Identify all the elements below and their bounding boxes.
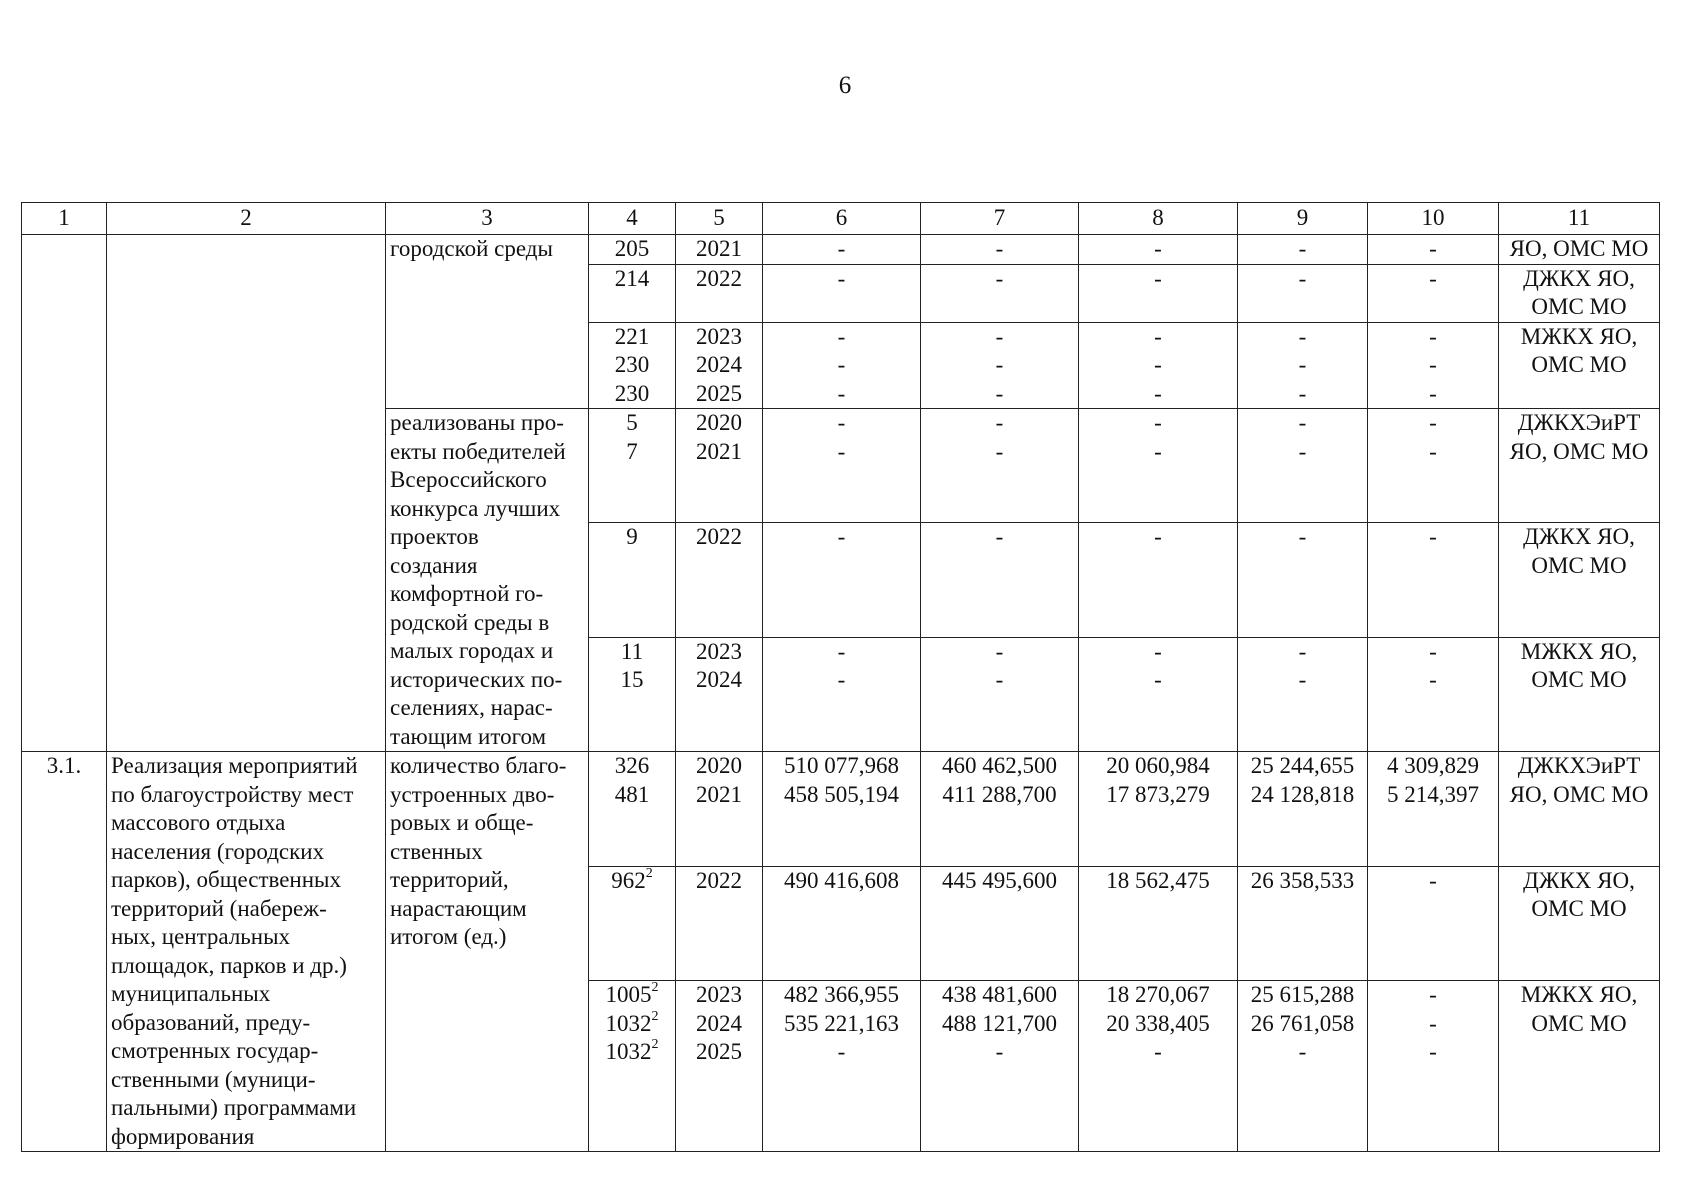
funding-other-cell [1368, 264, 1499, 322]
funding-regional-cell-line: - [1154, 1039, 1162, 1065]
funding-regional-cell [1079, 523, 1238, 637]
measure-cell-line: смотренных государ- [111, 1038, 319, 1063]
year-cell-line: 2023 [696, 323, 742, 349]
funding-other-cell [1368, 981, 1499, 1152]
funding-federal-cell [921, 409, 1079, 523]
executor-cell-line: ОМС МО [1531, 552, 1627, 578]
indicator-cell-line: тающим итогом [390, 723, 547, 749]
year-cell-line: 2025 [696, 1039, 742, 1065]
year-cell [676, 981, 763, 1152]
header-cell: 5 [676, 203, 763, 235]
executor-cell-line: МЖКХ ЯО, [1520, 323, 1638, 349]
funding-regional-cell-line: - [1154, 667, 1162, 693]
executor-cell [1499, 637, 1660, 751]
funding-federal-cell [921, 322, 1079, 409]
executor-cell-line: ОМС МО [1531, 896, 1627, 922]
header-cell: 7 [921, 203, 1079, 235]
executor-cell-line: ДЖКХЭиРТ [1517, 410, 1641, 435]
target-value-cell-line: 1032$^2$ [605, 1037, 659, 1065]
funding-federal-cell-line: - [995, 352, 1004, 377]
funding-federal-cell-line: - [995, 1039, 1004, 1065]
funding-other-cell [1368, 523, 1499, 637]
funding-regional-cell-line: - [1154, 352, 1162, 377]
funding-regional-cell [1079, 264, 1238, 322]
year-cell [676, 637, 763, 751]
funding-federal-cell [921, 235, 1079, 265]
funding-federal-cell-line: - [995, 323, 1004, 349]
indicator-cell-line: ственных [390, 838, 483, 864]
funding-federal-cell-line: 438 481,600 [942, 982, 1057, 1008]
funding-local-cell-line: - [1298, 236, 1307, 261]
funding-regional-cell-line: - [1154, 410, 1162, 435]
funding-local-cell-line: 24 128,818 [1250, 781, 1355, 807]
indicator-cell [386, 235, 589, 409]
year-cell-line: 2022 [696, 265, 742, 291]
executor-cell-line: ОМС МО [1531, 667, 1627, 693]
funding-regional-cell-line: - [1154, 638, 1162, 664]
target-value-cell-line: 11 [620, 638, 644, 664]
measure-cell-line: парков), общественных [111, 867, 341, 892]
funding-regional-cell [1079, 637, 1238, 751]
indicator-cell-line: комфортной го- [390, 581, 544, 606]
funding-local-cell-line: - [1298, 410, 1307, 435]
executor-cell [1499, 752, 1660, 867]
funding-federal-cell-line: 445 495,600 [942, 867, 1057, 893]
funding-regional-cell-line: 18 562,475 [1106, 867, 1210, 893]
executor-cell-line: ДЖКХЭиРТ [1517, 753, 1641, 778]
funding-total-cell-line: - [837, 410, 846, 435]
target-value-cell [589, 637, 676, 751]
year-cell-line: 2023 [696, 638, 742, 664]
target-value-cell-line: 1005$^2$ [605, 980, 659, 1008]
measure-cell-line: населения (городских [111, 838, 325, 864]
funding-total-cell [763, 409, 921, 523]
executor-cell [1499, 264, 1660, 322]
funding-regional-cell [1079, 866, 1238, 981]
target-value-cell [589, 235, 676, 265]
measure-cell-line: образований, преду- [111, 1009, 311, 1035]
funding-local-cell-line: - [1298, 352, 1307, 377]
funding-other-cell-line: - [1429, 667, 1437, 693]
funding-other-cell-line: 4 309,829 [1387, 753, 1479, 778]
header-cell: 8 [1079, 203, 1238, 235]
funding-other-cell-line: - [1429, 265, 1437, 291]
funding-federal-cell-line: - [995, 638, 1004, 664]
page-number: 6 [838, 72, 852, 99]
funding-federal-cell [921, 866, 1079, 981]
funding-federal-cell-line: 460 462,500 [942, 753, 1057, 778]
header-cell: 9 [1238, 203, 1368, 235]
header-row [22, 203, 1660, 235]
year-cell [676, 322, 763, 409]
executor-cell [1499, 235, 1660, 265]
executor-cell-line: ЯО, ОМС МО [1509, 781, 1649, 807]
funding-other-cell [1368, 752, 1499, 867]
funding-total-cell-line: - [837, 524, 846, 550]
funding-total-cell-line: - [837, 265, 846, 291]
funding-regional-cell-line: - [1154, 323, 1162, 349]
funding-federal-cell-line: - [995, 667, 1004, 693]
measure-cell-line: ных, центральных [111, 924, 291, 949]
funding-other-cell-line: - [1429, 524, 1437, 550]
funding-federal-cell [921, 264, 1079, 322]
indicator-cell-line: Всероссийского [390, 467, 547, 492]
funding-local-cell-line: - [1298, 1039, 1307, 1065]
funding-total-cell-line: - [837, 380, 846, 406]
funding-total-cell-line: 510 077,968 [784, 753, 899, 778]
executor-cell [1499, 866, 1660, 981]
indicator-cell [386, 409, 589, 752]
header-cell: 3 [386, 203, 589, 235]
executor-cell-line: ОМС МО [1531, 294, 1627, 319]
funding-regional-cell [1079, 235, 1238, 265]
executor-cell-line: ДЖКХ ЯО, [1523, 265, 1635, 291]
funding-federal-cell-line: - [995, 524, 1004, 550]
header-cell: 1 [22, 203, 107, 235]
funding-local-cell [1238, 264, 1368, 322]
funding-local-cell [1238, 981, 1368, 1152]
funding-local-cell [1238, 235, 1368, 265]
target-value-cell [589, 409, 676, 523]
indicator-cell-line: малых городах и [390, 638, 554, 663]
target-value-cell-line: 230 [614, 380, 650, 406]
year-cell [676, 235, 763, 265]
year-cell-line: 2020 [696, 410, 742, 435]
funding-other-cell-line: 5 214,397 [1387, 781, 1479, 807]
indicator-cell-line: екты победителей [390, 438, 566, 464]
funding-regional-cell-line: - [1154, 524, 1162, 550]
funding-federal-cell-line: - [995, 438, 1004, 464]
funding-other-cell-line: - [1429, 867, 1437, 893]
funding-regional-cell-line: - [1154, 438, 1162, 464]
header-cell: 4 [589, 203, 676, 235]
target-value-cell [589, 523, 676, 637]
funding-other-cell-line: - [1429, 323, 1437, 349]
header-cell: 2 [107, 203, 386, 235]
number-cell [22, 235, 107, 752]
executor-cell-line: ДЖКХ ЯО, [1523, 524, 1635, 550]
funding-local-cell-line: - [1298, 638, 1307, 664]
funding-local-cell-line: 25 615,288 [1250, 982, 1355, 1008]
funding-regional-cell-line: 20 338,405 [1106, 1010, 1210, 1036]
funding-federal-cell [921, 637, 1079, 751]
executor-cell-line: МЖКХ ЯО, [1520, 982, 1638, 1008]
measure-cell [107, 235, 386, 752]
year-cell-line: 2024 [696, 1010, 742, 1036]
funding-federal-cell-line: - [995, 380, 1004, 406]
year-cell-line: 2024 [696, 352, 742, 377]
funding-local-cell-line: - [1298, 380, 1307, 406]
year-cell-line: 2020 [696, 753, 742, 778]
executor-cell-line: ОМС МО [1531, 352, 1627, 377]
funding-regional-cell [1079, 752, 1238, 867]
funding-federal-cell-line: - [995, 236, 1004, 261]
funding-federal-cell-line: - [995, 410, 1004, 435]
target-value-cell [589, 322, 676, 409]
funding-total-cell-line: - [837, 667, 846, 693]
year-cell-line: 2021 [696, 438, 742, 464]
year-cell-line: 2025 [696, 380, 742, 406]
target-value-cell-line: 5 [626, 410, 638, 435]
target-value-cell-line: 221 [614, 323, 650, 349]
target-value-cell [589, 866, 676, 981]
target-value-cell-line: 326 [614, 753, 650, 778]
funding-total-cell-line: 490 416,608 [784, 867, 899, 893]
indicator-cell-line: селениях, нарас- [390, 695, 553, 720]
funding-regional-cell-line: 20 060,984 [1106, 753, 1210, 778]
funding-federal-cell-line: 488 121,700 [942, 1010, 1057, 1036]
funding-total-cell-line: - [837, 236, 846, 261]
funding-local-cell [1238, 523, 1368, 637]
year-cell-line: 2022 [696, 524, 742, 550]
year-cell [676, 264, 763, 322]
measure-cell-line: площадок, парков и др.) [111, 952, 347, 978]
funding-other-cell [1368, 409, 1499, 523]
measure-cell-line: территорий (набереж- [111, 895, 327, 921]
funding-regional-cell-line: - [1154, 265, 1162, 291]
funding-local-cell [1238, 637, 1368, 751]
funding-federal-cell [921, 752, 1079, 867]
executor-cell-line: МЖКХ ЯО, [1520, 638, 1638, 664]
funding-other-cell-line: - [1429, 982, 1437, 1008]
target-value-cell [589, 752, 676, 867]
indicator-cell-line: количество благо- [390, 753, 567, 778]
funding-other-cell [1368, 322, 1499, 409]
year-cell-line: 2024 [696, 667, 742, 693]
table-row [22, 235, 1660, 265]
funding-total-cell [763, 637, 921, 751]
funding-local-cell-line: - [1298, 524, 1307, 550]
funding-regional-cell [1079, 322, 1238, 409]
funding-total-cell [763, 264, 921, 322]
funding-regional-cell [1079, 409, 1238, 523]
funding-total-cell [763, 322, 921, 409]
funding-other-cell-line: - [1429, 410, 1437, 435]
funding-other-cell-line: - [1429, 638, 1437, 664]
measure-cell-line: по благоустройству мест [111, 781, 354, 807]
funding-local-cell-line: 25 244,655 [1250, 753, 1355, 778]
funding-regional-cell-line: - [1154, 380, 1162, 406]
target-value-cell-line: 7 [626, 438, 638, 464]
indicator-cell [386, 752, 589, 1152]
header-cell: 6 [763, 203, 921, 235]
year-cell-line: 2022 [696, 867, 742, 893]
target-value-cell [589, 981, 676, 1152]
funding-local-cell-line: 26 358,533 [1250, 867, 1355, 893]
year-cell-line: 2023 [696, 982, 742, 1008]
indicator-cell-line: конкурса лучших [390, 495, 561, 521]
target-value-cell-line: 205 [614, 236, 650, 261]
target-value-cell-line: 1032$^2$ [605, 1008, 659, 1036]
executor-cell-line: ЯО, ОМС МО [1509, 438, 1649, 464]
funding-local-cell-line: - [1298, 438, 1307, 464]
funding-other-cell-line: - [1429, 1010, 1437, 1036]
funding-total-cell-line: - [837, 638, 846, 664]
funding-regional-cell-line: 18 270,067 [1106, 982, 1210, 1008]
funding-total-cell [763, 235, 921, 265]
header-cell: 11 [1499, 203, 1660, 235]
executor-cell [1499, 322, 1660, 409]
funding-regional-cell [1079, 981, 1238, 1152]
funding-local-cell [1238, 752, 1368, 867]
funding-federal-cell-line: 411 288,700 [942, 781, 1057, 807]
target-value-cell [589, 264, 676, 322]
measure-cell-line: муниципальных [111, 981, 271, 1006]
funding-federal-cell-line: - [995, 265, 1004, 291]
funding-total-cell [763, 981, 921, 1152]
funding-regional-cell-line: 17 873,279 [1106, 781, 1210, 807]
funding-other-cell-line: - [1429, 352, 1437, 377]
target-value-cell-line: $962^2$ [611, 865, 653, 893]
measure-cell-line: Реализация мероприятий [111, 753, 358, 778]
year-cell [676, 523, 763, 637]
funding-local-cell [1238, 322, 1368, 409]
year-cell [676, 752, 763, 867]
executor-cell-line: ОМС МО [1531, 1010, 1627, 1036]
measure-cell-line: ственными (муници- [111, 1066, 316, 1092]
funding-other-cell [1368, 637, 1499, 751]
funding-total-cell [763, 866, 921, 981]
measure-cell-line: массового отдыха [111, 810, 286, 835]
funding-regional-cell-line: - [1154, 236, 1162, 261]
executor-cell [1499, 523, 1660, 637]
indicator-cell-line: реализованы про- [390, 410, 564, 435]
table-row [22, 752, 1660, 867]
funding-federal-cell [921, 523, 1079, 637]
executor-cell [1499, 409, 1660, 523]
executor-cell [1499, 981, 1660, 1152]
program-table [21, 202, 1660, 1152]
funding-total-cell-line: - [837, 323, 846, 349]
number-cell [22, 752, 107, 1152]
funding-total-cell-line: - [837, 1039, 846, 1065]
year-cell [676, 866, 763, 981]
funding-other-cell-line: - [1429, 236, 1437, 261]
target-value-cell-line: 9 [626, 524, 638, 550]
indicator-cell-line: нарастающим [390, 895, 527, 921]
indicator-cell-line: создания [390, 552, 478, 578]
funding-other-cell-line: - [1429, 438, 1437, 464]
target-value-cell-line: 214 [614, 265, 650, 291]
number-cell-line: 3.1. [46, 753, 82, 778]
indicator-cell-line: исторических по- [390, 666, 563, 692]
funding-other-cell [1368, 866, 1499, 981]
target-value-cell-line: 15 [620, 667, 644, 693]
funding-total-cell-line: 482 366,955 [784, 982, 899, 1008]
funding-federal-cell [921, 981, 1079, 1152]
funding-total-cell-line: - [837, 352, 846, 377]
funding-local-cell-line: - [1298, 323, 1307, 349]
measure-cell-line: пальными) программами [111, 1095, 357, 1120]
year-cell [676, 409, 763, 523]
funding-local-cell-line: 26 761,058 [1250, 1010, 1355, 1036]
executor-cell-line: ЯО, ОМС МО [1509, 236, 1649, 261]
indicator-cell-line: итогом (ед.) [390, 924, 507, 949]
funding-local-cell-line: - [1298, 667, 1307, 693]
funding-local-cell-line: - [1298, 265, 1307, 291]
indicator-cell-line: проектов [390, 524, 479, 549]
funding-other-cell [1368, 235, 1499, 265]
target-value-cell-line: 230 [614, 352, 650, 377]
funding-total-cell-line: 458 505,194 [784, 781, 899, 807]
measure-cell-line: формирования [111, 1123, 255, 1149]
header-cell: 10 [1368, 203, 1499, 235]
funding-total-cell [763, 523, 921, 637]
year-cell-line: 2021 [696, 781, 742, 807]
measure-cell [107, 752, 386, 1152]
funding-total-cell-line: 535 221,163 [784, 1010, 899, 1036]
executor-cell-line: ДЖКХ ЯО, [1523, 867, 1635, 893]
indicator-cell-line: ровых и обще- [390, 810, 534, 835]
funding-other-cell-line: - [1429, 1039, 1437, 1065]
indicator-cell-line: городской среды [390, 236, 553, 261]
indicator-cell-line: родской среды в [390, 609, 550, 635]
indicator-cell-line: территорий, [390, 867, 509, 892]
indicator-cell-line: устроенных дво- [390, 781, 555, 807]
funding-local-cell [1238, 866, 1368, 981]
funding-total-cell [763, 752, 921, 867]
funding-other-cell-line: - [1429, 380, 1437, 406]
funding-local-cell [1238, 409, 1368, 523]
year-cell-line: 2021 [696, 236, 742, 261]
funding-total-cell-line: - [837, 438, 846, 464]
target-value-cell-line: 481 [614, 781, 650, 807]
